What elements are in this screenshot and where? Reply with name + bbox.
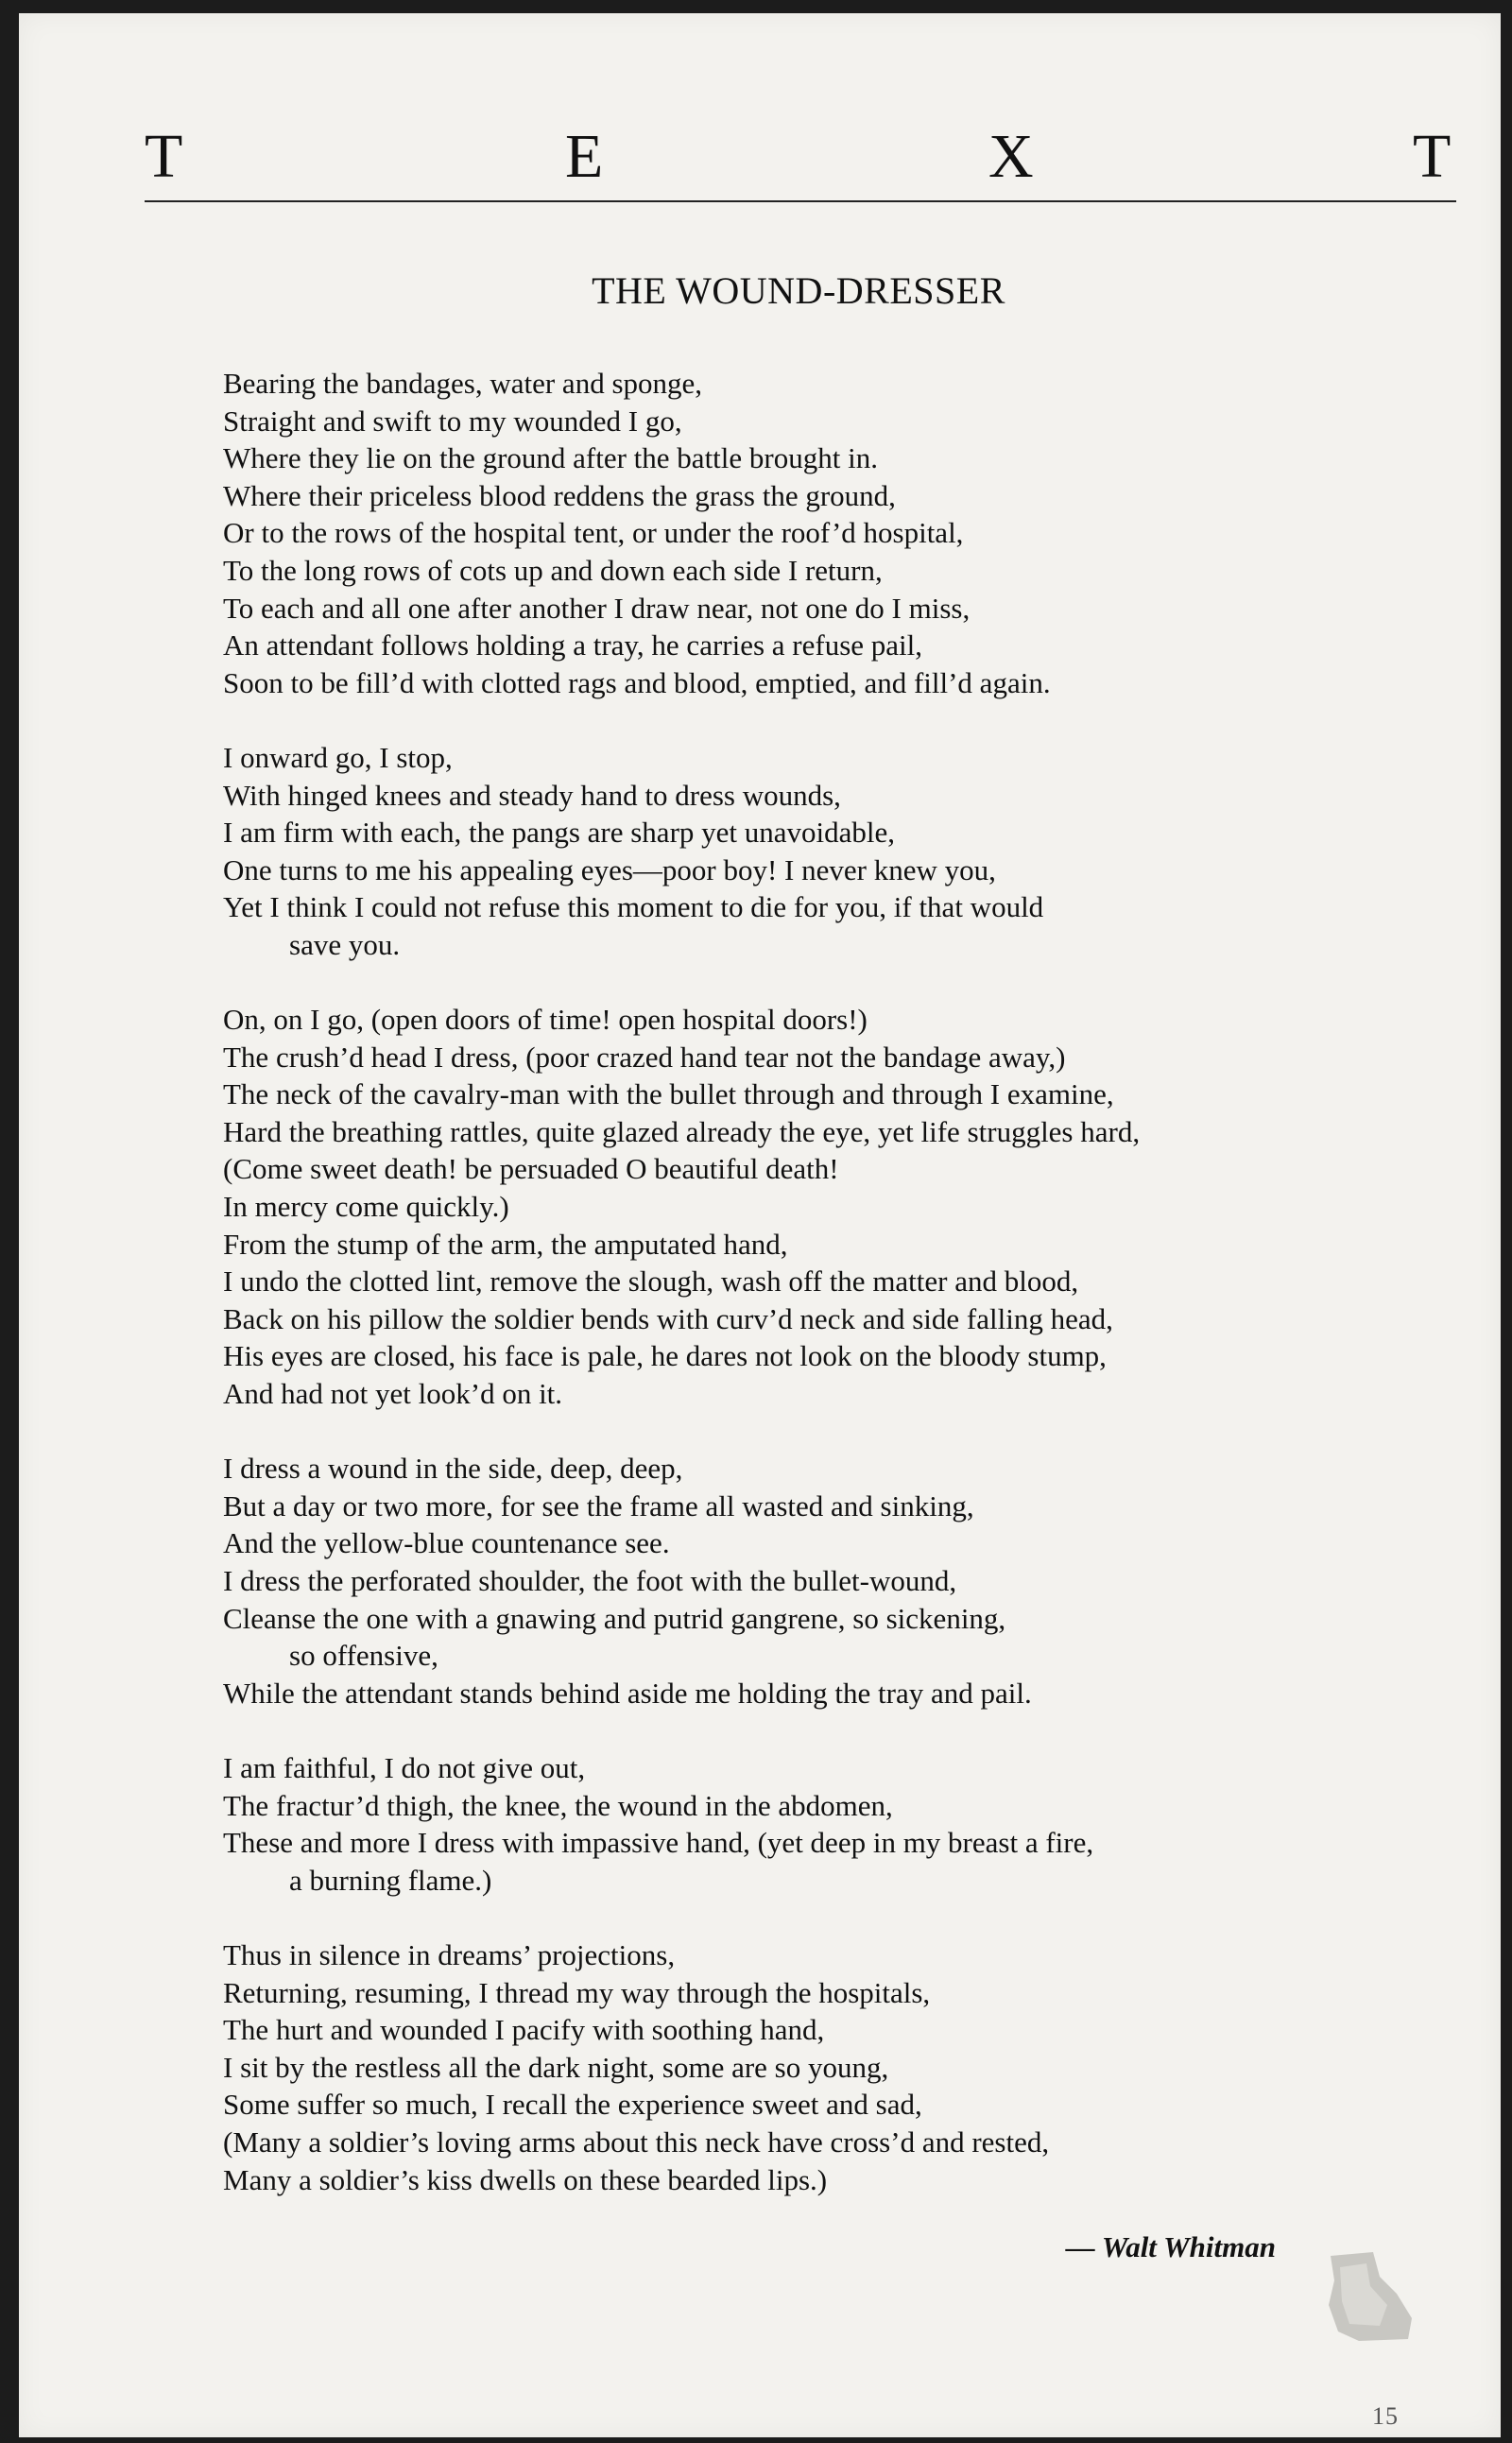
poem-line: One turns to me his appealing eyes—poor boy! I never knew you, [223,852,996,886]
poem-stanza [223,1450,1338,1712]
poem-line: And the yellow-blue countenance see. [223,1526,670,1560]
poem-line: I dress a wound in the side, deep, deep, [223,1452,683,1486]
poem-line: Where their priceless blood reddens the grass the ground, [223,478,896,512]
poem-line: On, on I go, (open doors of time! open hospital doors!) [223,1003,868,1037]
poem-line: Soon to be fill’d with clotted rags and blood, emptied, and fill’d again. [223,665,1051,699]
poem-line: Where they lie on the ground after the battle brought in. [223,441,878,475]
poem-stanza [223,1749,1338,1899]
poem-line: To the long rows of cots up and down each side I return, [223,553,883,587]
page-number: 15 [1372,2402,1399,2430]
poem-line: Hard the breathing rattles, quite glazed already the eye, yet life struggles hard, [223,1114,1141,1148]
poem-line: Bearing the bandages, water and sponge, [223,367,703,400]
poem-line: I sit by the restless all the dark night, some are so young, [223,2050,889,2084]
poem-line: The hurt and wounded I pacify with soothing hand, [223,2013,825,2047]
poem-line: The crush’d head I dress, (poor crazed hand tear not the bandage away,) [223,1040,1066,1074]
poem-line: a burning flame.) [289,1863,492,1897]
poem-line: Straight and swift to my wounded I go, [223,404,682,438]
paper-stain-mark [1321,2248,1416,2343]
header-letter: X [988,122,1034,191]
poem-line: An attendant follows holding a tray, he carries a refuse pail, [223,628,923,662]
poem-line: While the attendant stands behind aside me holding the tray and pail. [223,1676,1032,1710]
poem-body [223,365,1338,2198]
poem-line: I am faithful, I do not give out, [223,1750,586,1784]
poem-line: Back on his pillow the soldier bends with curv’d neck and side falling head, [223,1301,1113,1335]
poem-line: But a day or two more, for see the frame all wasted and sinking, [223,1488,974,1523]
header-letter: T [145,122,183,191]
poem-line: Returning, resuming, I thread my way through the hospitals, [223,1975,931,2009]
poem-line: I dress the perforated shoulder, the foot with the bullet-wound, [223,1564,957,1597]
poem-line: (Come sweet death! be persuaded O beautiful death! [223,1152,839,1186]
poem-line: The neck of the cavalry-man with the bullet through and through I examine, [223,1077,1114,1111]
poem-line: I onward go, I stop, [223,740,453,774]
poem-line: (Many a soldier’s loving arms about this neck have cross’d and rested, [223,2125,1050,2159]
poem-title: THE WOUND-DRESSER [592,269,1005,312]
poem-line: save you. [289,927,401,961]
poem-line: I am firm with each, the pangs are sharp yet unavoidable, [223,816,896,850]
poem-line: so offensive, [289,1639,438,1673]
poem-line: Yet I think I could not refuse this moment to die for you, if that would [223,890,1044,924]
poem-line: I undo the clotted lint, remove the slough, wash off the matter and blood, [223,1265,1079,1299]
poem-line: To each and all one after another I draw near, not one do I miss, [223,591,971,625]
poem-line: Some suffer so much, I recall the experience sweet and sad, [223,2088,922,2122]
poem-attribution: — Walt Whitman [1065,2230,1276,2263]
header-letter: E [565,122,604,191]
poem-line: Many a soldier’s kiss dwells on these bearded lips.) [223,2162,828,2196]
document-page [19,13,1501,2437]
poem-stanza [223,739,1338,964]
poem-stanza [223,365,1338,701]
header-divider [145,200,1456,202]
poem-line: With hinged knees and steady hand to dress wounds, [223,778,841,812]
poem-stanza [223,1936,1338,2198]
poem-line: In mercy come quickly.) [223,1190,509,1224]
poem-line: From the stump of the arm, the amputated hand, [223,1227,788,1261]
poem-line: And had not yet look’d on it. [223,1377,563,1411]
poem-line: His eyes are closed, his face is pale, he dares not look on the bloody stump, [223,1339,1107,1373]
header-text-banner [145,119,1456,204]
poem-stanza [223,1001,1338,1413]
poem-line: Cleanse the one with a gnawing and putrid gangrene, so sickening, [223,1601,1006,1635]
poem-line: Thus in silence in dreams’ projections, [223,1937,676,1971]
poem-line: Or to the rows of the hospital tent, or under the roof’d hospital, [223,516,964,550]
header-letter: T [1413,122,1452,191]
poem-line: The fractur’d thigh, the knee, the wound in the abdomen, [223,1788,893,1822]
poem-line: These and more I dress with impassive hand, (yet deep in my breast a fire, [223,1826,1094,1860]
